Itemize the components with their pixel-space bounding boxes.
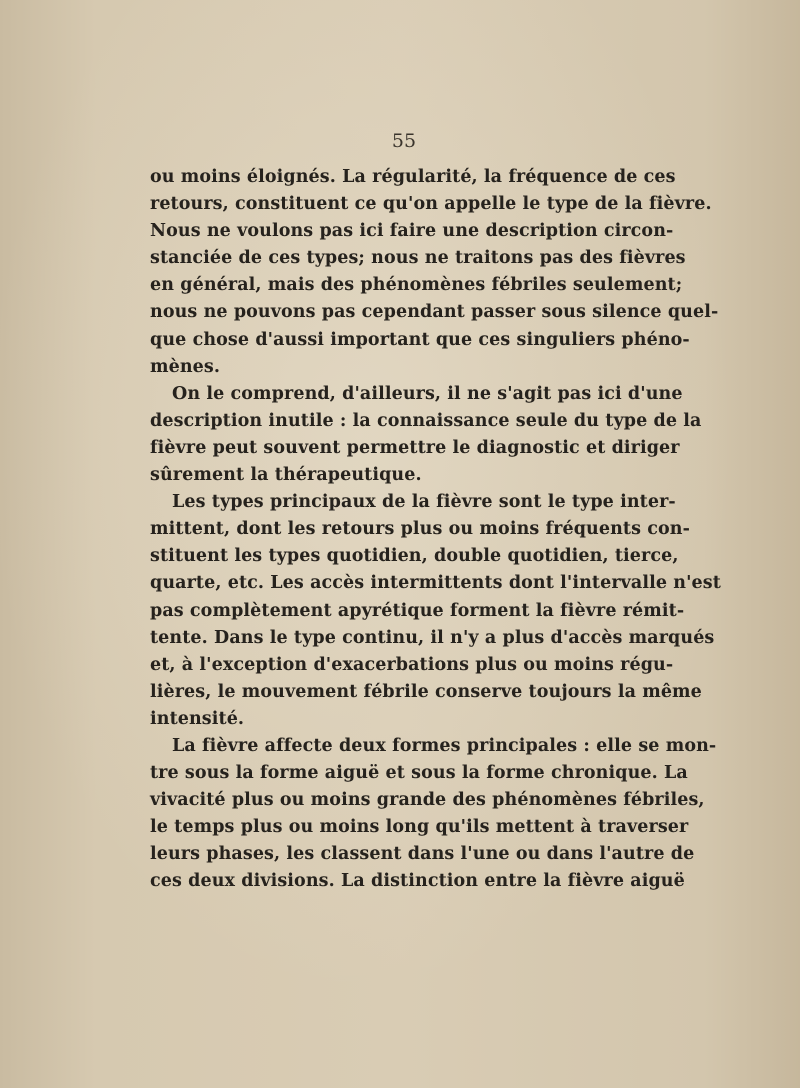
- text-line: Les types principaux de la fièvre sont le type inter-: [172, 492, 676, 513]
- page-number: 55: [391, 130, 417, 152]
- text-line: et, à l'exception d'exacerbations plus ou moins régu-: [150, 654, 674, 675]
- paragraph: [150, 733, 717, 896]
- text-line: mènes.: [150, 356, 221, 377]
- text-line: ou moins éloignés. La régularité, la fréquence de ces: [150, 167, 676, 187]
- text-line: La fièvre affecte deux formes principales : elle se mon-: [172, 735, 717, 756]
- text-line: lières, le mouvement fébrile conserve toujours la même: [150, 681, 702, 702]
- text-line: retours, constituent ce qu'on appelle le type de la fièvre.: [150, 194, 712, 215]
- text-line: Nous ne voulons pas ici faire une description circon-: [150, 221, 674, 242]
- text-line: tre sous la forme aiguë et sous la forme chronique. La: [150, 763, 688, 784]
- text-line: ces deux divisions. La distinction entre la fièvre aiguë: [150, 871, 685, 892]
- text-line: description inutile : la connaissance seule du type de la: [150, 410, 702, 431]
- text-line: stituent les types quotidien, double quotidien, tierce,: [150, 546, 679, 567]
- text-line: nous ne pouvons pas cependant passer sous silence quel-: [150, 302, 719, 323]
- text-line: On le comprend, d'ailleurs, il ne s'agit pas ici d'une: [172, 383, 683, 404]
- text-line: en général, mais des phénomènes fébriles seulement;: [150, 275, 683, 296]
- paragraph: [150, 489, 721, 733]
- text-line: stanciée de ces types; nous ne traitons pas des fièvres: [150, 248, 686, 269]
- text-line: mittent, dont les retours plus ou moins fréquents con-: [150, 519, 690, 540]
- text-line: leurs phases, les classent dans l'une ou dans l'autre de: [150, 844, 695, 865]
- paragraph: [150, 164, 719, 381]
- text-line: quarte, etc. Les accès intermittents dont l'intervalle n'est: [150, 573, 721, 594]
- body-text: [150, 164, 721, 896]
- text-line: vivacité plus ou moins grande des phénomènes fébriles,: [150, 790, 705, 811]
- text-line: fièvre peut souvent permettre le diagnostic et diriger: [150, 437, 680, 458]
- text-line: pas complètement apyrétique forment la fièvre rémit-: [150, 600, 685, 621]
- text-line: le temps plus ou moins long qu'ils mettent à traverser: [150, 817, 689, 838]
- text-line: intensité.: [150, 708, 245, 729]
- paragraph: [150, 381, 702, 489]
- text-line: tente. Dans le type continu, il n'y a plus d'accès marqués: [150, 627, 715, 648]
- text-line: sûrement la thérapeutique.: [150, 465, 422, 486]
- text-line: que chose d'aussi important que ces singuliers phéno-: [150, 329, 690, 350]
